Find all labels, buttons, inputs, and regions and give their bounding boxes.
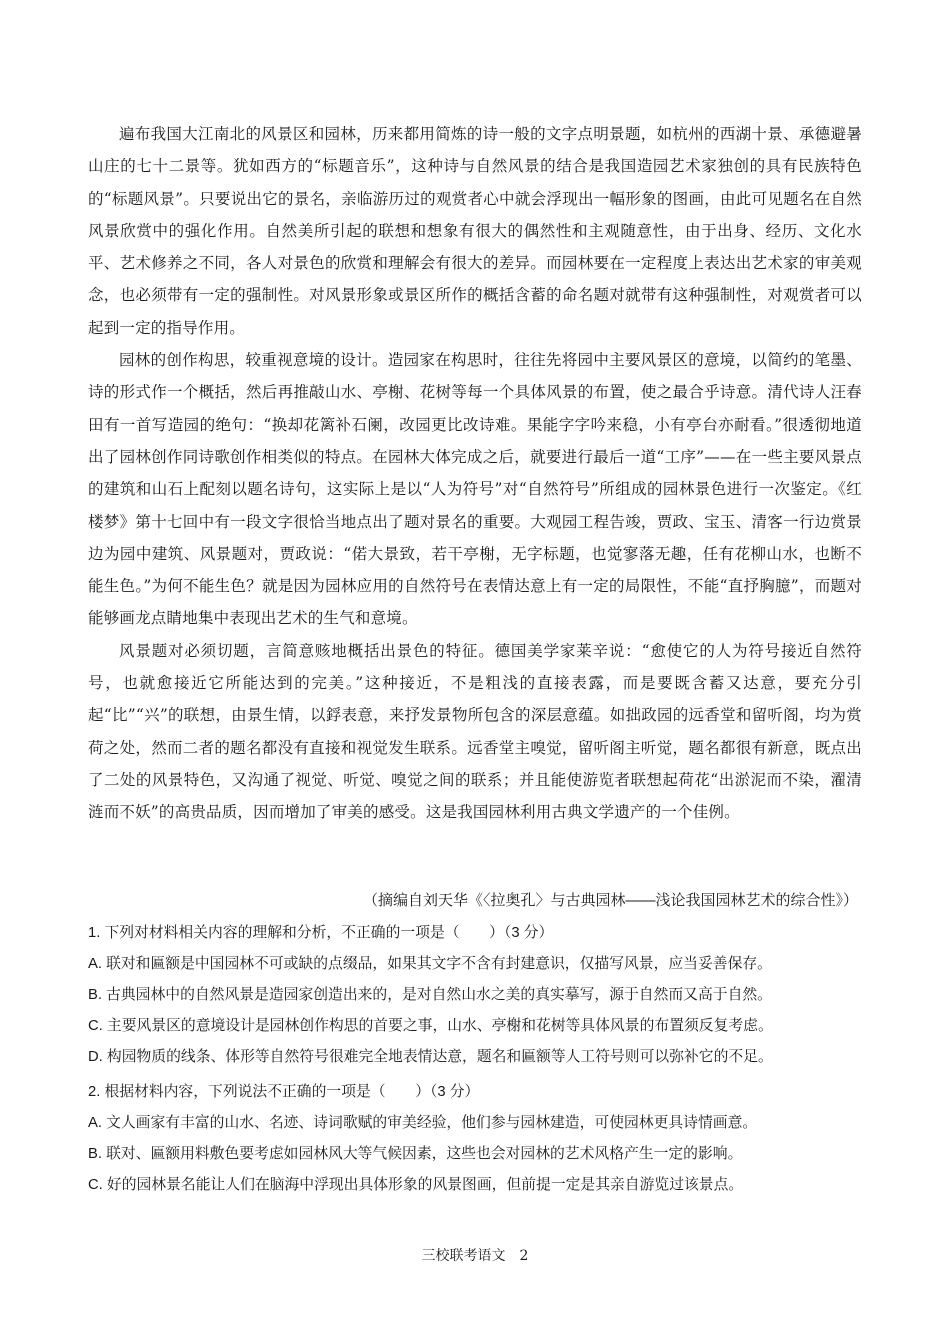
question-2 <box>88 1077 868 1201</box>
option-d: D. 构园物质的线条、体形等自然符号很难完全地表情达意，题名和匾额等人工符号则可以弥补它的不足。 <box>88 1049 773 1065</box>
question-stem: 2. 根据材料内容，下列说法不正确的一项是（ ）（3 分） <box>88 1084 480 1100</box>
option-a: A. 联对和匾额是中国园林不可或缺的点缀品，如果其文字不含有封建意识，仅描写风景，应当妥善保存。 <box>88 956 772 972</box>
option-c: C. 好的园林景名能让人们在脑海中浮现出具体形象的风景图画，但前提一定是其亲自游览过该景点。 <box>88 1177 744 1193</box>
passage-paragraph-3: 风景题对必须切题，言简意赅地概括出景色的特征。德国美学家莱辛说：“愈使它的人为符号接近自然符号，也就愈接近它所能达到的完美。”这种接近，不是粗浅的直接表露，而是要既含蓄又达意，要充分引起“比”“兴”的联想，由景生情，以鋢表意，来抒发景物所包含的深层意蕴。如拙政园的远香堂和留听阁，均为赏荷之处，然而二者的题名都没有直接和视觉发生联系。远香堂主嗅觉，留听阁主听觉，题名都很有新意，既点出了二处的风景特色，又沟通了视觉、听觉、嗅觉之间的联系；并且能使游览者联想起荷花“出淤泥而不染，濯清涟而不妖”的高贵品质，因而增加了审美的感受。这是我国园林利用古典文学遗产的一个佳例。 <box>88 641 862 822</box>
option-c: C. 主要风景区的意境设计是园林创作构思的首要之事，山水、亭榭和花树等具体风景的布置须反复考虑。 <box>88 1018 773 1034</box>
passage-paragraph-2: 园林的创作构思，较重视意境的设计。造园家在构思时，往往先将园中主要风景区的意境，以简约的笔墨、诗的形式作一个概括，然后再推敲山水、亭榭、花树等每一个具体风景的布置，使之最合乎诗意。清代诗人汪春田有一首写造园的绝句：“换却花篱补石阑，改园更比改诗难。果能字字吟来稳，小有亭台亦耐看。”很透彻地道出了园林创作同诗歌创作相类似的特点。在园林大体完成之后，就要进行最后一道“工序”——在一些主要风景点的建筑和山石上配刻以题名诗句，这实际上是以“人为符号”对“自然符号”所组成的园林景色进行一次鉴定。《红楼梦》第十七回中有一段文字很恰当地点出了题对景名的重要。大观园工程告竣，贾政、宝玉、清客一行边赏景边为园中建筑、风景题对，贾政说：“偌大景致，若干亭榭，无字标题，也觉寥落无趣，任有花柳山水，也断不能生色。”为何不能生色？就是因为园林应用的自然符号在表情达意上有一定的局限性，不能“直抒胸臆”，而题对能够画龙点睛地集中表现出艺术的生气和意境。 <box>88 351 862 628</box>
question-list <box>88 918 868 1201</box>
question-1 <box>88 918 868 1073</box>
question-stem: 1. 下列对材料相关内容的理解和分析，不正确的一项是（ ）（3 分） <box>88 925 554 941</box>
passage-paragraph-1: 遍布我国大江南北的风景区和园林，历来都用简炼的诗一般的文字点明景题，如杭州的西湖十景、承德避暑山庄的七十二景等。犹如西方的“标题音乐”，这种诗与自然风景的结合是我国造园艺术家独创的具有民族特色的“标题风景”。只要说出它的景名，亲临游历过的观赏者心中就会浮现出一幅形象的图画，由此可见题名在自然风景欣赏中的强化作用。自然美所引起的联想和想象有很大的偶然性和主观随意性，由于出身、经历、文化水平、艺术修养之不同，各人对景色的欣赏和理解会有很大的差异。而园林要在一定程度上表达出艺术家的审美观念，也必须带有一定的强制性。对风景形象或景区所作的概括含蓄的命名题对就带有这种强制性，对观赏者可以起到一定的指导作用。 <box>88 125 862 337</box>
option-b: B. 联对、匾额用料敷色要考虑如园林风大等气候因素，这些也会对园林的艺术风格产生一定的影响。 <box>88 1146 743 1162</box>
passage-source: （摘编自刘天华《〈拉奥孔〉与古典园林——浅论我国园林艺术的综合性》） <box>362 892 858 909</box>
option-b: B. 古典园林中的自然风景是造园家创造出来的，是对自然山水之美的真实摹写，源于自然而又高于自然。 <box>88 987 772 1003</box>
page-footer: 三校联考语文 2 <box>421 1248 529 1264</box>
reading-passage <box>88 118 862 829</box>
option-a: A. 文人画家有丰富的山水、名迹、诗词歌赋的审美经验，他们参与园林建造，可使园林更具诗情画意。 <box>88 1115 758 1131</box>
